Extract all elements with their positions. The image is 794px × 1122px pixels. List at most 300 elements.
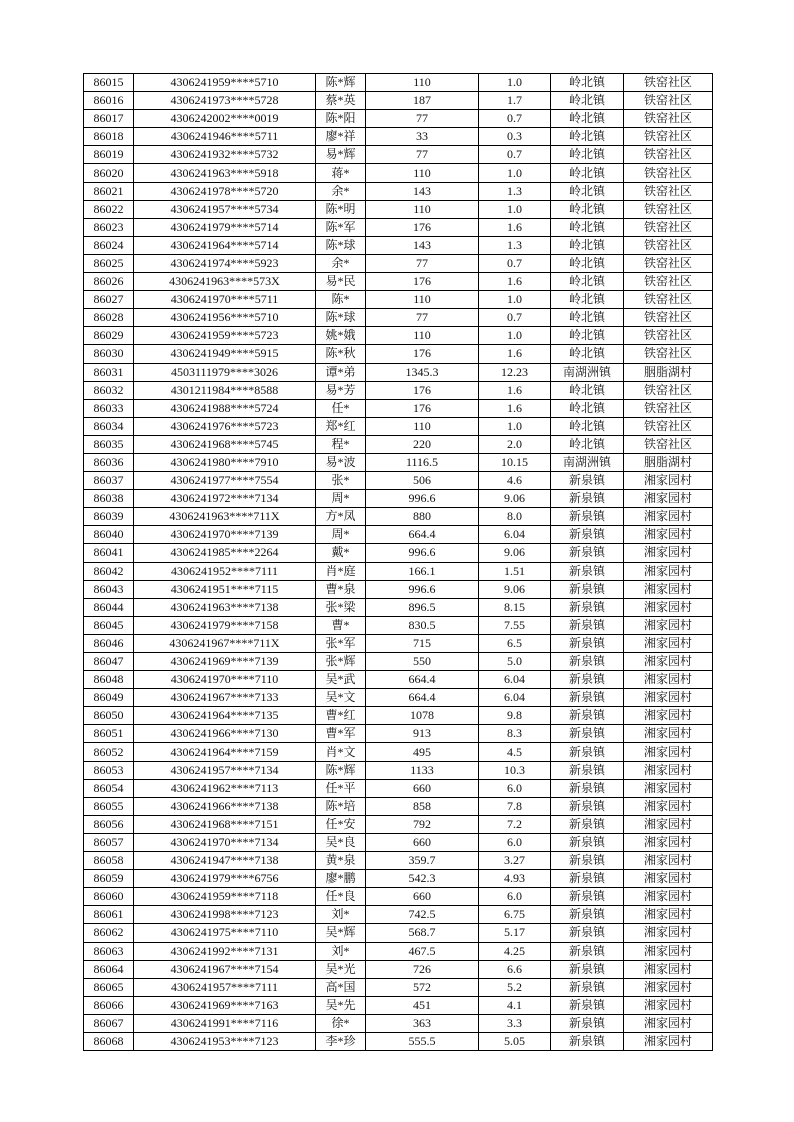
town-cell: 岭北镇	[551, 110, 624, 128]
row-number-cell: 86043	[84, 580, 134, 598]
table-row	[84, 833, 713, 851]
id-number-cell: 4306241957****7111	[134, 978, 316, 996]
quantity-cell: 0.3	[479, 128, 551, 146]
amount-cell: 176	[366, 399, 479, 417]
name-cell: 刘*	[316, 906, 366, 924]
town-cell: 新泉镇	[551, 490, 624, 508]
row-number-cell: 86020	[84, 164, 134, 182]
amount-cell: 996.6	[366, 490, 479, 508]
name-cell: 陈*球	[316, 236, 366, 254]
id-number-cell: 4301211984****8588	[134, 381, 316, 399]
amount-cell: 110	[366, 164, 479, 182]
row-number-cell: 86054	[84, 779, 134, 797]
table-row	[84, 164, 713, 182]
amount-cell: 660	[366, 888, 479, 906]
id-number-cell: 4306241978****5720	[134, 182, 316, 200]
row-number-cell: 86041	[84, 544, 134, 562]
name-cell: 肖*文	[316, 743, 366, 761]
row-number-cell: 86046	[84, 634, 134, 652]
table-row	[84, 435, 713, 453]
village-cell: 湘家园村	[624, 725, 713, 743]
town-cell: 岭北镇	[551, 92, 624, 110]
id-number-cell: 4306241949****5915	[134, 345, 316, 363]
row-number-cell: 86045	[84, 616, 134, 634]
quantity-cell: 1.0	[479, 74, 551, 92]
town-cell: 岭北镇	[551, 399, 624, 417]
id-number-cell: 4306241952****7111	[134, 562, 316, 580]
amount-cell: 220	[366, 435, 479, 453]
row-number-cell: 86015	[84, 74, 134, 92]
table-row	[84, 110, 713, 128]
table-row	[84, 924, 713, 942]
quantity-cell: 7.55	[479, 616, 551, 634]
town-cell: 岭北镇	[551, 164, 624, 182]
row-number-cell: 86044	[84, 598, 134, 616]
village-cell: 湘家园村	[624, 960, 713, 978]
quantity-cell: 1.3	[479, 236, 551, 254]
amount-cell: 110	[366, 74, 479, 92]
name-cell: 高*国	[316, 978, 366, 996]
town-cell: 新泉镇	[551, 797, 624, 815]
row-number-cell: 86028	[84, 309, 134, 327]
row-number-cell: 86061	[84, 906, 134, 924]
name-cell: 张*梁	[316, 598, 366, 616]
table-row	[84, 616, 713, 634]
quantity-cell: 1.51	[479, 562, 551, 580]
table-row	[84, 544, 713, 562]
village-cell: 铁窑社区	[624, 345, 713, 363]
amount-cell: 726	[366, 960, 479, 978]
town-cell: 岭北镇	[551, 254, 624, 272]
quantity-cell: 4.1	[479, 996, 551, 1014]
table-row	[84, 1032, 713, 1050]
table-row	[84, 906, 713, 924]
village-cell: 铁窑社区	[624, 309, 713, 327]
village-cell: 湘家园村	[624, 942, 713, 960]
quantity-cell: 6.04	[479, 671, 551, 689]
table-row	[84, 273, 713, 291]
row-number-cell: 86042	[84, 562, 134, 580]
town-cell: 新泉镇	[551, 815, 624, 833]
quantity-cell: 1.6	[479, 381, 551, 399]
town-cell: 新泉镇	[551, 906, 624, 924]
row-number-cell: 86048	[84, 671, 134, 689]
quantity-cell: 9.06	[479, 580, 551, 598]
amount-cell: 176	[366, 273, 479, 291]
table-row	[84, 815, 713, 833]
town-cell: 岭北镇	[551, 236, 624, 254]
row-number-cell: 86030	[84, 345, 134, 363]
name-cell: 易*芳	[316, 381, 366, 399]
id-number-cell: 4306241969****7163	[134, 996, 316, 1014]
table-row	[84, 960, 713, 978]
village-cell: 铁窑社区	[624, 417, 713, 435]
row-number-cell: 86067	[84, 1014, 134, 1032]
id-number-cell: 4306241962****7113	[134, 779, 316, 797]
id-number-cell: 4306241966****7138	[134, 797, 316, 815]
village-cell: 湘家园村	[624, 761, 713, 779]
town-cell: 岭北镇	[551, 218, 624, 236]
name-cell: 谭*弟	[316, 363, 366, 381]
row-number-cell: 86024	[84, 236, 134, 254]
town-cell: 岭北镇	[551, 273, 624, 291]
town-cell: 岭北镇	[551, 182, 624, 200]
row-number-cell: 86040	[84, 526, 134, 544]
row-number-cell: 86021	[84, 182, 134, 200]
village-cell: 铁窑社区	[624, 381, 713, 399]
quantity-cell: 7.8	[479, 797, 551, 815]
name-cell: 程*	[316, 435, 366, 453]
table-row	[84, 870, 713, 888]
town-cell: 新泉镇	[551, 942, 624, 960]
name-cell: 姚*娥	[316, 327, 366, 345]
town-cell: 新泉镇	[551, 996, 624, 1014]
row-number-cell: 86018	[84, 128, 134, 146]
row-number-cell: 86031	[84, 363, 134, 381]
id-number-cell: 4306241946****5711	[134, 128, 316, 146]
row-number-cell: 86036	[84, 453, 134, 471]
name-cell: 易*民	[316, 273, 366, 291]
quantity-cell: 1.0	[479, 291, 551, 309]
amount-cell: 742.5	[366, 906, 479, 924]
id-number-cell: 4306241957****7134	[134, 761, 316, 779]
town-cell: 新泉镇	[551, 616, 624, 634]
town-cell: 岭北镇	[551, 74, 624, 92]
village-cell: 湘家园村	[624, 598, 713, 616]
amount-cell: 664.4	[366, 526, 479, 544]
amount-cell: 176	[366, 381, 479, 399]
name-cell: 戴*	[316, 544, 366, 562]
quantity-cell: 0.7	[479, 146, 551, 164]
table-row	[84, 327, 713, 345]
quantity-cell: 0.7	[479, 309, 551, 327]
village-cell: 铁窑社区	[624, 164, 713, 182]
quantity-cell: 8.0	[479, 508, 551, 526]
id-number-cell: 4306241975****7110	[134, 924, 316, 942]
village-cell: 湘家园村	[624, 815, 713, 833]
amount-cell: 660	[366, 833, 479, 851]
town-cell: 新泉镇	[551, 562, 624, 580]
table-row	[84, 562, 713, 580]
row-number-cell: 86016	[84, 92, 134, 110]
row-number-cell: 86037	[84, 472, 134, 490]
quantity-cell: 3.27	[479, 852, 551, 870]
town-cell: 岭北镇	[551, 291, 624, 309]
id-number-cell: 4306241932****5732	[134, 146, 316, 164]
amount-cell: 110	[366, 200, 479, 218]
town-cell: 新泉镇	[551, 689, 624, 707]
amount-cell: 664.4	[366, 671, 479, 689]
village-cell: 铁窑社区	[624, 399, 713, 417]
row-number-cell: 86049	[84, 689, 134, 707]
quantity-cell: 8.3	[479, 725, 551, 743]
town-cell: 新泉镇	[551, 1032, 624, 1050]
id-number-cell: 4306241959****5710	[134, 74, 316, 92]
name-cell: 陈*阳	[316, 110, 366, 128]
town-cell: 新泉镇	[551, 1014, 624, 1032]
amount-cell: 77	[366, 110, 479, 128]
id-number-cell: 4306241967****711X	[134, 634, 316, 652]
table-row	[84, 381, 713, 399]
amount-cell: 176	[366, 345, 479, 363]
amount-cell: 715	[366, 634, 479, 652]
id-number-cell: 4306241979****6756	[134, 870, 316, 888]
quantity-cell: 8.15	[479, 598, 551, 616]
amount-cell: 110	[366, 327, 479, 345]
id-number-cell: 4306241956****5710	[134, 309, 316, 327]
amount-cell: 176	[366, 218, 479, 236]
quantity-cell: 1.0	[479, 327, 551, 345]
quantity-cell: 1.6	[479, 273, 551, 291]
quantity-cell: 4.6	[479, 472, 551, 490]
id-number-cell: 4306241959****5723	[134, 327, 316, 345]
name-cell: 廖*祥	[316, 128, 366, 146]
town-cell: 新泉镇	[551, 508, 624, 526]
quantity-cell: 1.3	[479, 182, 551, 200]
amount-cell: 1345.3	[366, 363, 479, 381]
village-cell: 湘家园村	[624, 779, 713, 797]
town-cell: 新泉镇	[551, 779, 624, 797]
village-cell: 铁窑社区	[624, 182, 713, 200]
table-row	[84, 508, 713, 526]
id-number-cell: 4306241976****5723	[134, 417, 316, 435]
town-cell: 新泉镇	[551, 526, 624, 544]
row-number-cell: 86025	[84, 254, 134, 272]
name-cell: 易*辉	[316, 146, 366, 164]
name-cell: 陈*军	[316, 218, 366, 236]
id-number-cell: 4306241980****7910	[134, 453, 316, 471]
town-cell: 新泉镇	[551, 960, 624, 978]
village-cell: 湘家园村	[624, 870, 713, 888]
table-row	[84, 92, 713, 110]
row-number-cell: 86047	[84, 653, 134, 671]
id-number-cell: 4306241970****7134	[134, 833, 316, 851]
row-number-cell: 86051	[84, 725, 134, 743]
table-row	[84, 254, 713, 272]
amount-cell: 880	[366, 508, 479, 526]
id-number-cell: 4306241951****7115	[134, 580, 316, 598]
quantity-cell: 1.6	[479, 218, 551, 236]
quantity-cell: 4.5	[479, 743, 551, 761]
amount-cell: 143	[366, 236, 479, 254]
quantity-cell: 0.7	[479, 254, 551, 272]
town-cell: 岭北镇	[551, 417, 624, 435]
name-cell: 曹*泉	[316, 580, 366, 598]
id-number-cell: 4306241977****7554	[134, 472, 316, 490]
table-row	[84, 128, 713, 146]
row-number-cell: 86026	[84, 273, 134, 291]
table-row	[84, 671, 713, 689]
quantity-cell: 1.6	[479, 345, 551, 363]
village-cell: 铁窑社区	[624, 236, 713, 254]
amount-cell: 858	[366, 797, 479, 815]
row-number-cell: 86068	[84, 1032, 134, 1050]
amount-cell: 550	[366, 653, 479, 671]
quantity-cell: 2.0	[479, 435, 551, 453]
name-cell: 陈*秋	[316, 345, 366, 363]
name-cell: 李*珍	[316, 1032, 366, 1050]
table-row	[84, 74, 713, 92]
town-cell: 新泉镇	[551, 671, 624, 689]
id-number-cell: 4306241988****5724	[134, 399, 316, 417]
table-row	[84, 1014, 713, 1032]
id-number-cell: 4306241974****5923	[134, 254, 316, 272]
quantity-cell: 10.3	[479, 761, 551, 779]
id-number-cell: 4306241959****7118	[134, 888, 316, 906]
name-cell: 吴*文	[316, 689, 366, 707]
village-cell: 铁窑社区	[624, 273, 713, 291]
quantity-cell: 1.0	[479, 417, 551, 435]
town-cell: 新泉镇	[551, 743, 624, 761]
quantity-cell: 6.5	[479, 634, 551, 652]
amount-cell: 359.7	[366, 852, 479, 870]
table-row	[84, 182, 713, 200]
village-cell: 湘家园村	[624, 490, 713, 508]
id-number-cell: 4306241968****5745	[134, 435, 316, 453]
table-row	[84, 309, 713, 327]
table-row	[84, 996, 713, 1014]
id-number-cell: 4306241964****7135	[134, 707, 316, 725]
row-number-cell: 86058	[84, 852, 134, 870]
village-cell: 铁窑社区	[624, 110, 713, 128]
name-cell: 陈*培	[316, 797, 366, 815]
name-cell: 张*辉	[316, 653, 366, 671]
row-number-cell: 86066	[84, 996, 134, 1014]
town-cell: 新泉镇	[551, 544, 624, 562]
name-cell: 张*	[316, 472, 366, 490]
amount-cell: 542.3	[366, 870, 479, 888]
town-cell: 岭北镇	[551, 435, 624, 453]
table-row	[84, 399, 713, 417]
id-number-cell: 4306241992****7131	[134, 942, 316, 960]
village-cell: 铁窑社区	[624, 254, 713, 272]
id-number-cell: 4306241963****573X	[134, 273, 316, 291]
id-number-cell: 4306241973****5728	[134, 92, 316, 110]
id-number-cell: 4306241967****7133	[134, 689, 316, 707]
village-cell: 湘家园村	[624, 906, 713, 924]
quantity-cell: 6.75	[479, 906, 551, 924]
town-cell: 岭北镇	[551, 309, 624, 327]
town-cell: 新泉镇	[551, 634, 624, 652]
town-cell: 新泉镇	[551, 707, 624, 725]
row-number-cell: 86064	[84, 960, 134, 978]
table-row	[84, 363, 713, 381]
name-cell: 任*良	[316, 888, 366, 906]
village-cell: 铁窑社区	[624, 146, 713, 164]
id-number-cell: 4306241979****7158	[134, 616, 316, 634]
row-number-cell: 86022	[84, 200, 134, 218]
row-number-cell: 86038	[84, 490, 134, 508]
quantity-cell: 1.7	[479, 92, 551, 110]
amount-cell: 1116.5	[366, 453, 479, 471]
row-number-cell: 86060	[84, 888, 134, 906]
town-cell: 岭北镇	[551, 345, 624, 363]
name-cell: 曹*军	[316, 725, 366, 743]
quantity-cell: 6.0	[479, 888, 551, 906]
table-row	[84, 689, 713, 707]
village-cell: 湘家园村	[624, 616, 713, 634]
name-cell: 郑*红	[316, 417, 366, 435]
town-cell: 新泉镇	[551, 725, 624, 743]
village-cell: 湘家园村	[624, 526, 713, 544]
id-number-cell: 4306241964****7159	[134, 743, 316, 761]
name-cell: 陈*辉	[316, 761, 366, 779]
id-number-cell: 4306242002****0019	[134, 110, 316, 128]
table-row	[84, 490, 713, 508]
village-cell: 胭脂湖村	[624, 363, 713, 381]
village-cell: 铁窑社区	[624, 435, 713, 453]
quantity-cell: 1.0	[479, 164, 551, 182]
id-number-cell: 4306241964****5714	[134, 236, 316, 254]
amount-cell: 77	[366, 146, 479, 164]
table-row	[84, 725, 713, 743]
table-row	[84, 707, 713, 725]
name-cell: 张*军	[316, 634, 366, 652]
table-row	[84, 200, 713, 218]
amount-cell: 896.5	[366, 598, 479, 616]
id-number-cell: 4306241970****7110	[134, 671, 316, 689]
village-cell: 湘家园村	[624, 634, 713, 652]
row-number-cell: 86055	[84, 797, 134, 815]
quantity-cell: 5.05	[479, 1032, 551, 1050]
name-cell: 吴*光	[316, 960, 366, 978]
village-cell: 铁窑社区	[624, 74, 713, 92]
amount-cell: 664.4	[366, 689, 479, 707]
row-number-cell: 86053	[84, 761, 134, 779]
row-number-cell: 86056	[84, 815, 134, 833]
quantity-cell: 9.06	[479, 544, 551, 562]
table-row	[84, 580, 713, 598]
quantity-cell: 6.0	[479, 779, 551, 797]
village-cell: 湘家园村	[624, 1014, 713, 1032]
town-cell: 岭北镇	[551, 200, 624, 218]
amount-cell: 506	[366, 472, 479, 490]
village-cell: 湘家园村	[624, 653, 713, 671]
village-cell: 湘家园村	[624, 797, 713, 815]
table-row	[84, 291, 713, 309]
town-cell: 新泉镇	[551, 924, 624, 942]
name-cell: 刘*	[316, 942, 366, 960]
amount-cell: 77	[366, 309, 479, 327]
name-cell: 吴*先	[316, 996, 366, 1014]
row-number-cell: 86027	[84, 291, 134, 309]
amount-cell: 451	[366, 996, 479, 1014]
id-number-cell: 4306241991****7116	[134, 1014, 316, 1032]
town-cell: 新泉镇	[551, 852, 624, 870]
quantity-cell: 6.0	[479, 833, 551, 851]
quantity-cell: 5.17	[479, 924, 551, 942]
row-number-cell: 86023	[84, 218, 134, 236]
town-cell: 新泉镇	[551, 580, 624, 598]
id-number-cell: 4503111979****3026	[134, 363, 316, 381]
id-number-cell: 4306241967****7154	[134, 960, 316, 978]
table-row	[84, 978, 713, 996]
table-row	[84, 779, 713, 797]
name-cell: 余*	[316, 254, 366, 272]
table-row	[84, 453, 713, 471]
village-cell: 湘家园村	[624, 671, 713, 689]
records-table	[83, 73, 713, 1051]
town-cell: 南湖洲镇	[551, 453, 624, 471]
row-number-cell: 86039	[84, 508, 134, 526]
town-cell: 新泉镇	[551, 888, 624, 906]
name-cell: 任*安	[316, 815, 366, 833]
name-cell: 廖*鹏	[316, 870, 366, 888]
name-cell: 肖*庭	[316, 562, 366, 580]
table-row	[84, 472, 713, 490]
village-cell: 湘家园村	[624, 924, 713, 942]
amount-cell: 555.5	[366, 1032, 479, 1050]
